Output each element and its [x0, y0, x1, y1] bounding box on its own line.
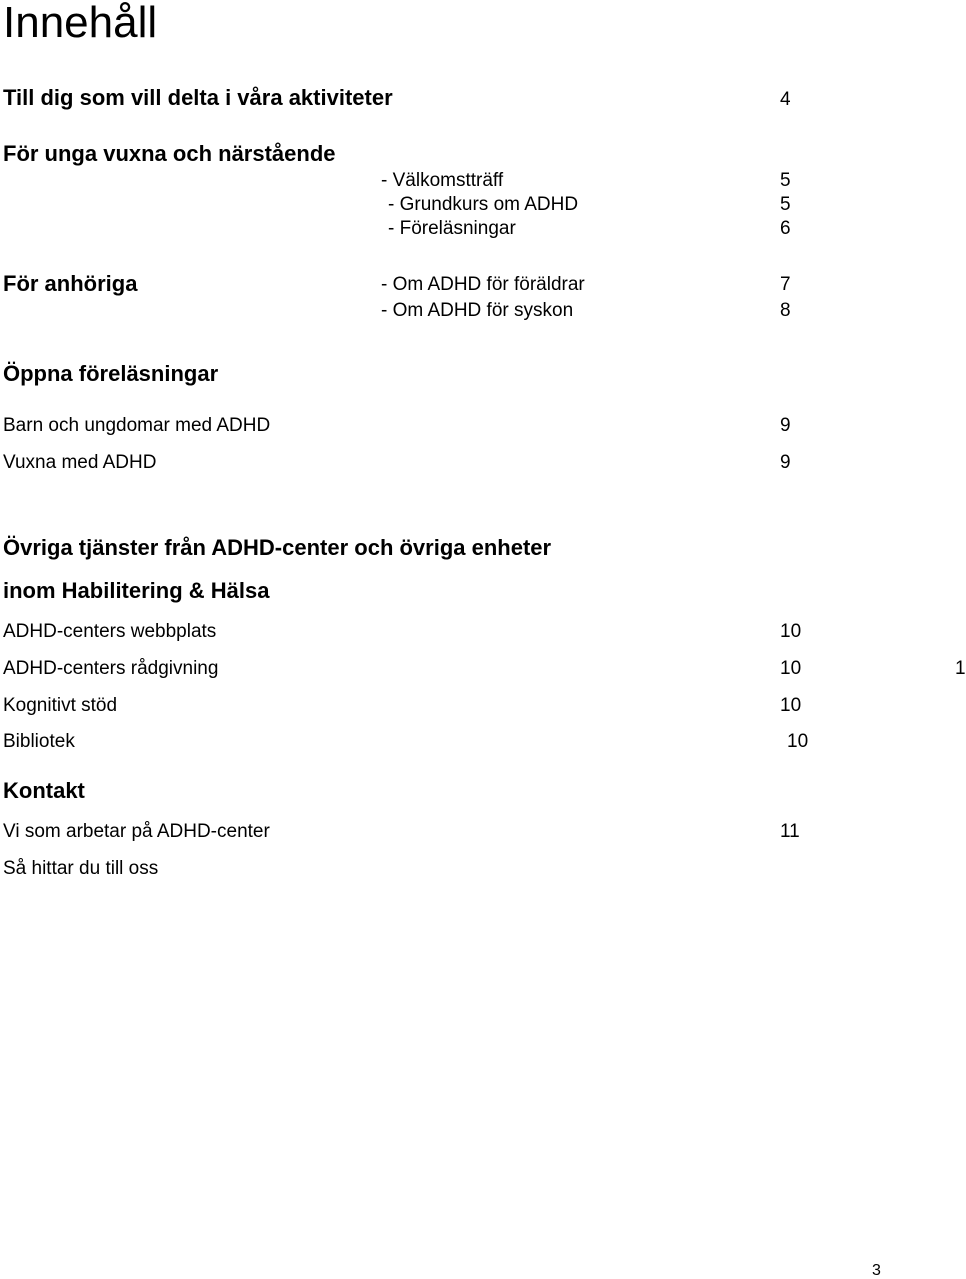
page-title: Innehåll: [3, 0, 158, 47]
toc-item-label: Vi som arbetar på ADHD-center: [3, 821, 270, 842]
toc-heading-participate: Till dig som vill delta i våra aktiviteter: [3, 85, 393, 110]
toc-page-number: 9: [780, 415, 791, 436]
toc-page-number: 4: [780, 89, 791, 110]
toc-heading-other-services: Övriga tjänster från ADHD-center och övriga enheter: [3, 535, 552, 560]
toc-page-number: 5: [780, 194, 791, 215]
toc-heading-other-services-line2: inom Habilitering & Hälsa: [3, 578, 270, 603]
toc-heading-open-lectures: Öppna föreläsningar: [3, 361, 219, 386]
edge-mark: 1: [955, 658, 966, 679]
toc-item-label: - Föreläsningar: [388, 218, 516, 239]
toc-page-number: 9: [780, 452, 791, 473]
toc-item-label: - Grundkurs om ADHD: [388, 194, 579, 215]
toc-item-label: ADHD-centers rådgivning: [3, 658, 219, 679]
toc-page-number: 5: [780, 170, 791, 191]
toc-heading-relatives: För anhöriga: [3, 271, 138, 296]
toc-item-label: - Om ADHD för föräldrar: [381, 274, 585, 295]
page-number: 3: [872, 1262, 881, 1279]
toc-item-label: - Välkomstträff: [381, 170, 504, 191]
toc-item-label: Bibliotek: [3, 731, 75, 752]
toc-item-label: Barn och ungdomar med ADHD: [3, 415, 271, 436]
toc-page-number: 10: [780, 695, 802, 716]
toc-item-label: ADHD-centers webbplats: [3, 621, 217, 642]
toc-item-label: Vuxna med ADHD: [3, 452, 157, 473]
toc-heading-young-adults: För unga vuxna och närstående: [3, 141, 336, 166]
toc-page-number: 10: [787, 731, 809, 752]
toc-page-number: 8: [780, 300, 791, 321]
toc-page-number: 10: [780, 658, 802, 679]
toc-item-label: Så hittar du till oss: [3, 858, 159, 879]
toc-item-label: Kognitivt stöd: [3, 695, 118, 716]
toc-page-number: 6: [780, 218, 791, 239]
toc-page-number: 11: [780, 821, 800, 842]
toc-item-label: - Om ADHD för syskon: [381, 300, 574, 321]
toc-page-number: 10: [780, 621, 802, 642]
toc-heading-contact: Kontakt: [3, 778, 85, 803]
toc-page-number: 7: [780, 274, 791, 295]
